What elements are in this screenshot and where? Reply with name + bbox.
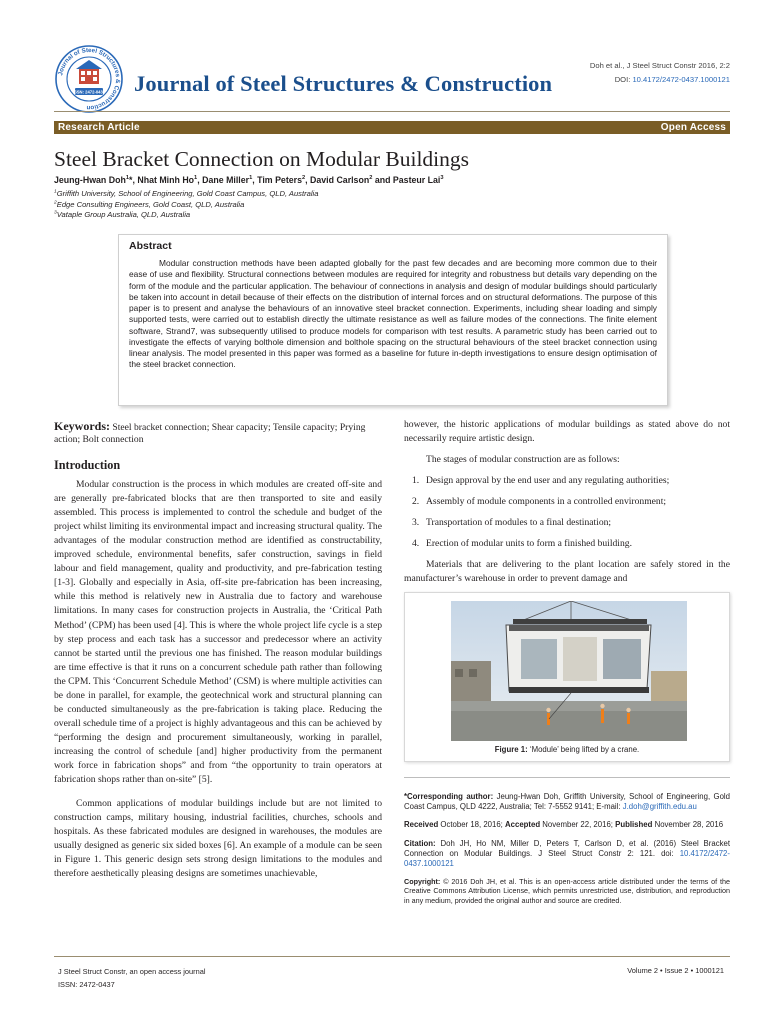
author: David Carlson$^2$ and: [310, 175, 393, 185]
figure-caption-text: ‘Module’ being lifted by a crane.: [529, 745, 640, 754]
affiliation: $^2$Edge Consulting Engineers, Gold Coast, QLD, Australia: [54, 200, 245, 209]
right-column: [404, 418, 730, 586]
affiliation: $^1$Griffith University, School of Engineering, Gold Coast Campus, QLD, Australia: [54, 189, 319, 198]
paper-title: Steel Bracket Connection on Modular Buildings: [54, 147, 470, 171]
doi-label: DOI:: [614, 75, 631, 84]
list-item: 2. Assembly of module components in a controlled environment;: [412, 496, 667, 508]
abstract-text: Modular construction methods have been adapted globally for the past few decades and are becoming more common due to their ease of use and flexibility. Structural connections between modules are required for integrity and robustness but details vary depending on the form of the module and the particular application. The behaviour of connections in analysis and design of modular buildings should particularly be taken into account in detail because of their effects on the distribution of internal forces and on structural deformations. The purpose of this paper is to present and analyse the behaviours of an innovative steel bracket connection. Experiments, including shear loading and simply supported tests, were carried out to establish directly the ultimate resistance as well as failure modes of the connections. The finite element software, Strand7, was subsequently utilised to produce models for comparison with test results. A parametric study has been carried out to investigate the effects of varying bolthole dimension and bolthole spacing on the structural behaviours of the steel bracket connection using linear analysis. The model presented in this paper was formed as a baseline for future in-depth investigations to ensure design optimisation of the steel bracket connection.: [129, 258, 657, 370]
figure-caption: [405, 745, 729, 754]
author-list: [54, 175, 444, 185]
intro-paragraph: Common applications of modular buildings include but are not limited to construction camps, military housing, industrial facilities, churches, schools and hospitals. As these fabricated modules are designed in warehouses, the modules are usually designed as generic six sided boxes [6]. An example of a module can be seen in Figure 1. This generic design sets strong design limitations to the modules and therefore aesthetically pleasing designs are sometimes unachievable,: [54, 798, 382, 880]
header-divider: [54, 111, 730, 112]
dates: Received October 18, 2016; Accepted November 22, 2016; Published November 28, 2016: [404, 820, 724, 830]
affiliation: $^3$Vataple Group Australia, QLD, Australia: [54, 210, 191, 219]
intro-continuation: however, the historic applications of modular buildings as stated above do not necessarily require artistic design.: [404, 419, 730, 445]
footer-divider: [54, 956, 730, 957]
figure-1: [404, 592, 730, 762]
notes-divider: [404, 777, 730, 778]
stages-intro: The stages of modular construction are as follows:: [426, 454, 620, 466]
author: Nhat Minh Ho$^1$,: [137, 175, 203, 185]
banner-article-type: Research Article: [58, 122, 140, 133]
citation-doi-link[interactable]: 10.4172/2472-0437.1000121: [404, 848, 730, 869]
materials-paragraph: Materials that are delivering to the plant location are safely stored in the manufacturer’s warehouse in order to prevent damage and: [404, 559, 730, 585]
article-type-banner: [54, 121, 730, 134]
copyright-note: Copyright: © 2016 Doh JH, et al. This is an open-access article distributed under the terms of the Creative Commons Attribution License, which permits unrestricted use, distribution, and reproduction in any medium, provided the original author and source are credited.: [404, 877, 730, 905]
journal-seal-logo-icon: [54, 44, 124, 114]
logo-issn: ISSN: 2472-0437: [72, 89, 106, 95]
keywords-label: Keywords:: [54, 419, 110, 433]
keywords-text: Steel bracket connection; Shear capacity; Tensile capacity; Prying action; Bolt connection: [54, 422, 366, 445]
keywords: [54, 420, 382, 446]
citation-block: [590, 59, 730, 87]
banner-open-access: Open Access: [660, 122, 726, 133]
footer-journal: J Steel Struct Constr, an open access journal: [58, 967, 206, 976]
author-email-link[interactable]: J.doh@griffith.edu.au: [622, 802, 697, 812]
header-doi-line: [590, 73, 730, 87]
header-citation: Doh et al., J Steel Struct Constr 2016, 2:2: [589, 61, 730, 70]
left-column: [54, 420, 382, 881]
logo-ring-text: Journal of Steel Structures & Construction: [57, 46, 122, 112]
abstract-heading: Abstract: [129, 240, 172, 252]
intro-paragraph: Modular construction is the process in which modules are created off-site and are generally pre-fabricated blocks that are then transported to site and easily assembled. This process is implemented to control the schedule and budget of the project whilst limiting its environmental impact and increasing structural quality. The advantages of the modular construction method are identified as constructability, improved schedule, environmental benefits, safer construction, savings in field labour and field management, quality and productivity, and pre-fabrication testing [1-3]. Globally and especially in Asia, off-site pre-fabrication has been increasing, while this method is relatively new in Australia due to factory and warehouse limitations. In many cases for construction projects in Australia, the ‘Critical Path Method’ (CPM) has been used [4]. This is where the whole project life cycle is a step by step process and each task has a successor and predecessor where an activity cannot be started until the previous one has finished. The reason modular buildings are time effective is that it runs on a concurrent schedule path rather than following the CPM. This ‘Concurrent Schedule Method’ (CSM) is where multiple activities can be done in parallel, for example, the geotechnical work and structural planning can be conducted simultaneously as the pre-fabrication is taking place. Reducing the overall schedule time of a project is highly advantageous and this can be achieved by “performing the design and procurement simultaneously, working in parallel, increasing the control of schedule [and] higher productivity from the permanent work force in fabrication shops” and from “the opportunity to train operators at fabrication shops rather than on-site” [5].: [54, 479, 382, 786]
doi-link[interactable]: 10.4172/2472-0437.1000121: [632, 75, 730, 84]
abstract-box: [118, 234, 668, 406]
list-item: 4. Erection of modular units to form a finished building.: [412, 538, 632, 550]
author: Pasteur Lai$^3$: [392, 175, 444, 185]
introduction-heading: Introduction: [54, 458, 121, 472]
stages-list: [404, 474, 730, 551]
author: Tim Peters$^2$,: [257, 175, 311, 185]
corresponding-author: *Corresponding author: Jeung-Hwan Doh, Griffith University, School of Engineering, Gold Coast Campus, QLD 4222, Australia; Tel: 7-5552 9141; E-mail: J.doh@griffith.edu.au: [404, 792, 730, 812]
article-notes: [404, 792, 730, 913]
author: Jeung-Hwan Doh$^1$*,: [54, 175, 138, 185]
footer-issn: ISSN: 2472-0437: [58, 979, 115, 989]
list-item: 3. Transportation of modules to a final destination;: [412, 517, 612, 529]
module-crane-photo: [451, 601, 687, 741]
author: Dane Miller$^1$,: [202, 175, 258, 185]
citation-note: Citation: Doh JH, Ho NM, Miller D, Peters T, Carlson D, et al. (2016) Steel Bracket Connection on Modular Buildings. J Steel Struct Constr 2: 121. doi: 10.4172/2472-0437.1000121: [404, 838, 730, 869]
journal-title: Journal of Steel Structures & Construction: [134, 71, 553, 96]
list-item: 1. Design approval by the end user and any regulating authorities;: [412, 475, 670, 487]
figure-label: Figure 1:: [494, 745, 528, 754]
footer-journal-info: [58, 966, 205, 991]
footer-volume-info: Volume 2 • Issue 2 • 1000121: [627, 966, 724, 975]
